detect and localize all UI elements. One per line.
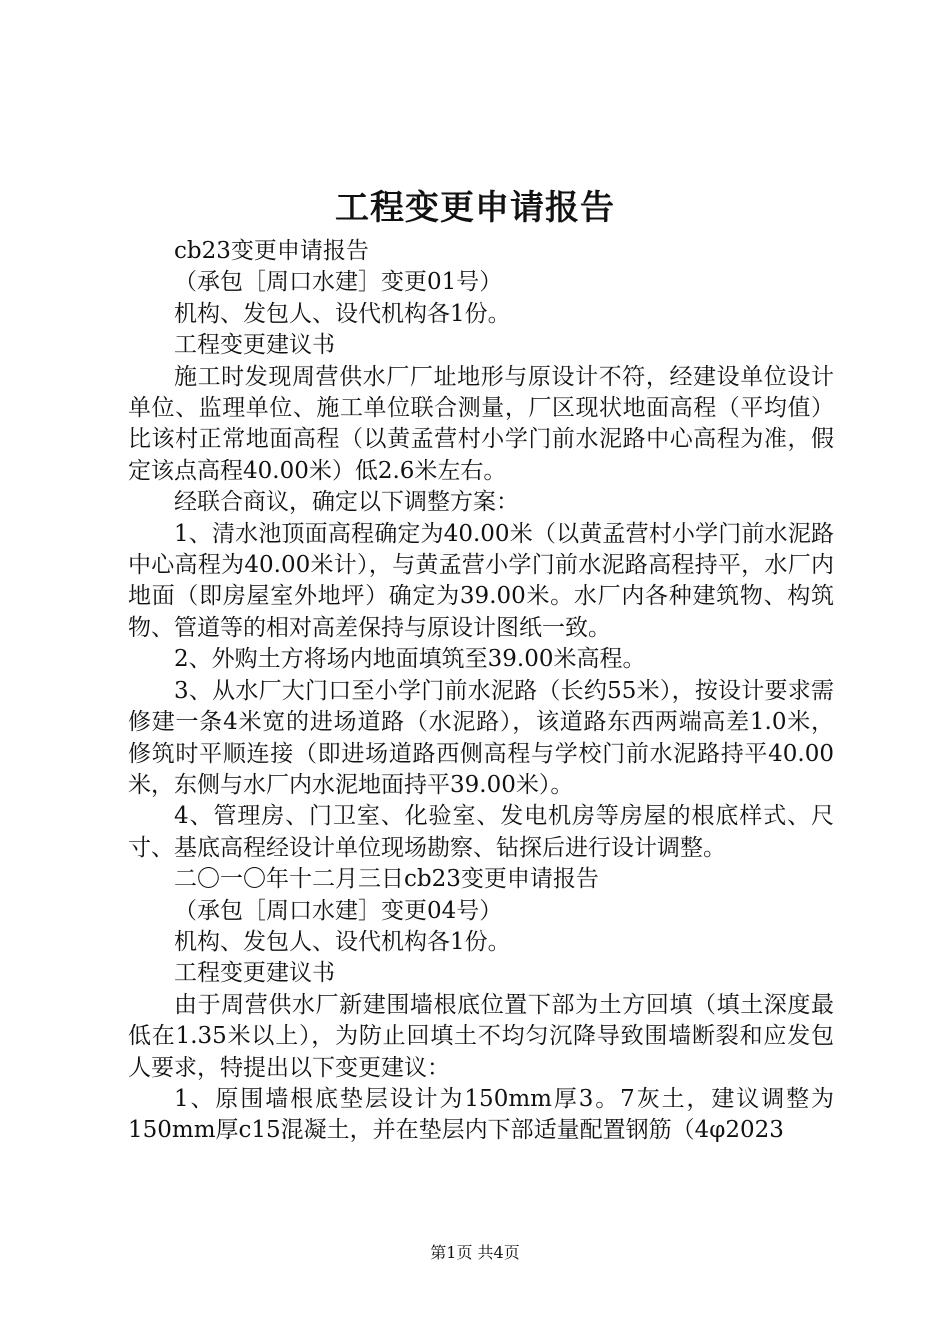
- paragraph: 4、管理房、门卫室、化验室、发电机房等房屋的根底样式、尺寸、基底高程经设计单位现场勘察、钻探后进行设计调整。: [128, 803, 834, 861]
- paragraph: 经联合商议，确定以下调整方案：: [174, 489, 519, 516]
- document-body: [128, 236, 834, 1147]
- paragraph: 二〇一〇年十二月三日cb23变更申请报告: [174, 866, 599, 893]
- page-footer: 第1页 共4页: [430, 1243, 520, 1262]
- paragraph: （承包［周口水建］变更04号）: [174, 897, 503, 924]
- paragraph: 2、外购土方将场内地面填筑至39.00米高程。: [174, 646, 646, 673]
- paragraph: 机构、发包人、设代机构各1份。: [174, 928, 511, 955]
- paragraph: 工程变更建议书: [174, 960, 335, 987]
- paragraph: 机构、发包人、设代机构各1份。: [174, 300, 511, 327]
- paragraph: cb23变更申请报告: [174, 238, 369, 264]
- paragraph: 3、从水厂大门口至小学门前水泥路（长约55米），按设计要求需修建一条4米宽的进场道路（水泥路），该道路东西两端高差1.0米，修筑时平顺连接（即进场道路西侧高程与学校门前水泥路持平40.00米，东侧与水厂内水泥地面持平39.00米）。: [128, 677, 834, 798]
- paragraph: 1、清水池顶面高程确定为40.00米（以黄孟营村小学门前水泥路中心高程为40.00米计），与黄孟营小学门前水泥路高程持平，水厂内地面（即房屋室外地坪）确定为39.00米。水厂内各种建筑物、构筑物、管道等的相对高差保持与原设计图纸一致。: [128, 520, 834, 641]
- paragraph: （承包［周口水建］变更01号）: [174, 269, 503, 296]
- paragraph: 工程变更建议书: [174, 332, 335, 359]
- paragraph: 1、原围墙根底垫层设计为150mm厚3。7灰土，建议调整为150mm厚c15混凝土，并在垫层内下部适量配置钢筋（4φ2023: [128, 1085, 834, 1144]
- paragraph: 由于周营供水厂新建围墙根底位置下部为土方回填（填土深度最低在1.35米以上），为防止回填土不均匀沉降导致围墙断裂和应发包人要求，特提出以下变更建议：: [128, 991, 834, 1081]
- paragraph: 施工时发现周营供水厂厂址地形与原设计不符，经建设单位设计单位、监理单位、施工单位联合测量，厂区现状地面高程（平均值）比该村正常地面高程（以黄孟营村小学门前水泥路中心高程为准，假定该点高程40.00米）低2.6米左右。: [128, 363, 834, 484]
- document-title: 工程变更申请报告: [335, 188, 615, 228]
